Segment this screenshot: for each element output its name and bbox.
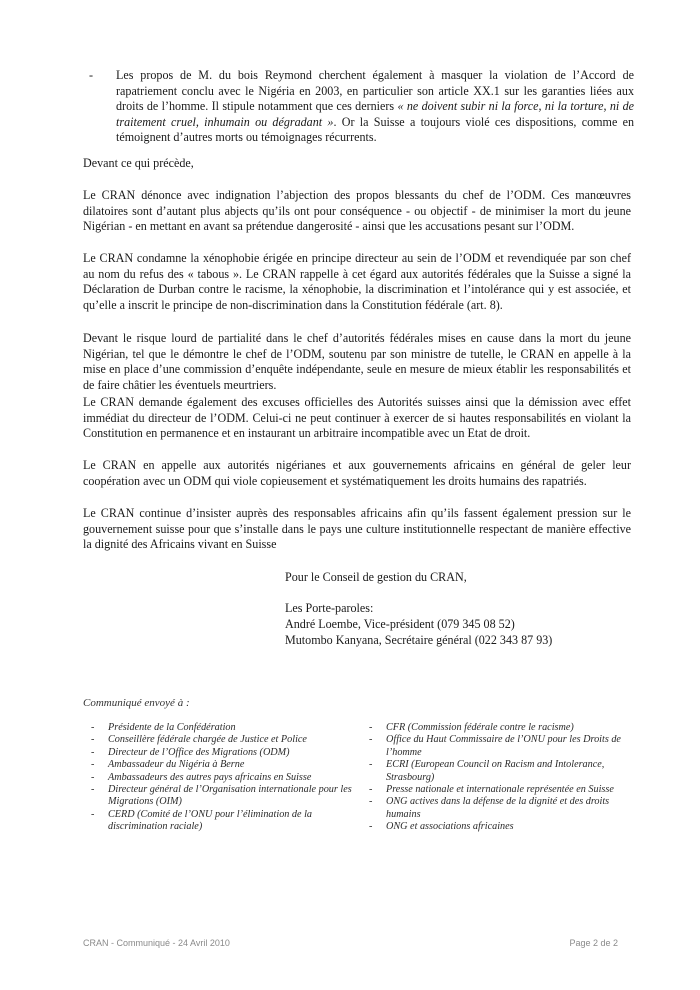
signature-line-1: Pour le Conseil de gestion du CRAN,: [285, 570, 467, 584]
bullet-dash: -: [89, 68, 94, 82]
signature-line-2: Les Porte-paroles:: [285, 601, 374, 615]
footer-left: CRAN - Communiqué - 24 Avril 2010: [83, 938, 230, 948]
paragraph-condamne: Le CRAN condamne la xénophobie érigée en principe directeur au sein de l’ODM et revendiquée par son chef au nom du refus des « tabous ». Le CRAN rappelle à cet égard aux autorités fédérales que la Suisse a signé la Déclaration de Durban contre le racisme, la xénophobie, la discrimination et l’intolérance qui y est associée, et qu’elle a inscrit le principe de non-discrimination dans la Constitution fédérale (art. 8).: [83, 251, 631, 312]
bullet-quote: « ne doivent subir ni la force, ni la torture, ni de traitement cruel, inhumain ou dégradant »: [116, 99, 634, 129]
list-item: - Directeur de l’Office des Migrations (ODM): [91, 746, 290, 758]
list-item: - Office du Haut Commissaire de l’ONU pour les Droits de l’homme: [369, 734, 621, 758]
list-item: - Conseillère fédérale chargée de Justice et Police: [91, 734, 307, 746]
paragraph-partialite: Devant le risque lourd de partialité dans le chef d’autorités fédérales mises en cause dans la mort du jeune Nigérian, tel que le démontre le chef de l’ODM, soutenu par son ministre de tutelle, le CRAN en appelle à la mise en place d’une commission d’enquête indépendante, seule en mesure de mieux établir les responsabilités et de faire châtier les éventuels meurtriers.: [83, 331, 631, 392]
list-item: - ONG et associations africaines: [369, 821, 514, 833]
signature-line-3: André Loembe, Vice-président (079 345 08 52): [285, 617, 515, 631]
paragraph-insister: Le CRAN continue d’insister auprès des responsables africains afin qu’ils fassent également pression sur le gouvernement suisse pour que s’installe dans le pays une culture institutionnelle respectant de manière effective la dignité des Africains vivant en Suisse: [83, 506, 631, 551]
list-item: - Ambassadeur du Nigéria à Berne: [91, 759, 245, 771]
bullet-text: [116, 68, 634, 146]
list-item: - CFR (Commission fédérale contre le racisme): [369, 722, 574, 733]
recipients-right-list: [360, 722, 630, 834]
bullet-text-before: Les propos de M. du bois Reymond cherchent également à masquer la violation de l’Accord de rapatriement conclu avec le Nigéria en 2003, en particulier son article XX.1 sur les garanties liées aux droits de l’homme. Il stipule notamment que ces derniers: [116, 68, 634, 113]
list-item: - Ambassadeurs des autres pays africains en Suisse: [91, 771, 312, 783]
list-item: - Directeur général de l’Organisation internationale pour les Migrations (OIM): [91, 784, 352, 808]
paragraph-appel-nigeria: Le CRAN en appelle aux autorités nigérianes et aux gouvernements africains en général de geler leur coopération avec un ODM qui viole copieusement et systématiquement les droits humains des rapatriés.: [83, 458, 631, 488]
recipients-left-list: [82, 722, 352, 834]
bullet-text-after: . Or la Suisse a toujours violé ces dispositions, comme en témoignent d’autres morts ou témoignages récurrents.: [116, 114, 634, 144]
list-item: - ECRI (European Council on Racism and Intolerance, Strasbourg): [369, 759, 605, 783]
paragraph-intro: Devant ce qui précède,: [83, 156, 194, 170]
list-item: - Presse nationale et internationale représentée en Suisse: [369, 784, 614, 796]
list-item: - Présidente de la Confédération: [91, 722, 236, 733]
footer-page-number: Page 2 de 2: [569, 938, 618, 948]
paragraph-excuses: Le CRAN demande également des excuses officielles des Autorités suisses ainsi que la démission avec effet immédiat du directeur de l’ODM. Celui-ci ne peut continuer à exercer de si hautes responsabilités en violant la Constitution en permanence et en instaurant un arbitraire incompatible avec un Etat de droit.: [83, 395, 631, 440]
list-item: - CERD (Comité de l’ONU pour l’élimination de la discrimination raciale): [91, 808, 313, 833]
signature-line-4: Mutombo Kanyana, Secrétaire général (022 343 87 93): [285, 633, 553, 647]
list-item: - ONG actives dans la défense de la dignité et des droits humains: [369, 796, 610, 820]
paragraph-denonce: Le CRAN dénonce avec indignation l’abjection des propos blessants du chef de l’ODM. Ces manœuvres dilatoires sont d’autant plus abjects qu’ils ont pour conséquence - ou objectif - de minimiser la mort du jeune Nigérian - en mettant en avant sa prétendue dangerosité - ainsi que les accusations pesant sur l’ODM.: [83, 188, 631, 233]
sent-to-label: Communiqué envoyé à :: [83, 697, 190, 709]
